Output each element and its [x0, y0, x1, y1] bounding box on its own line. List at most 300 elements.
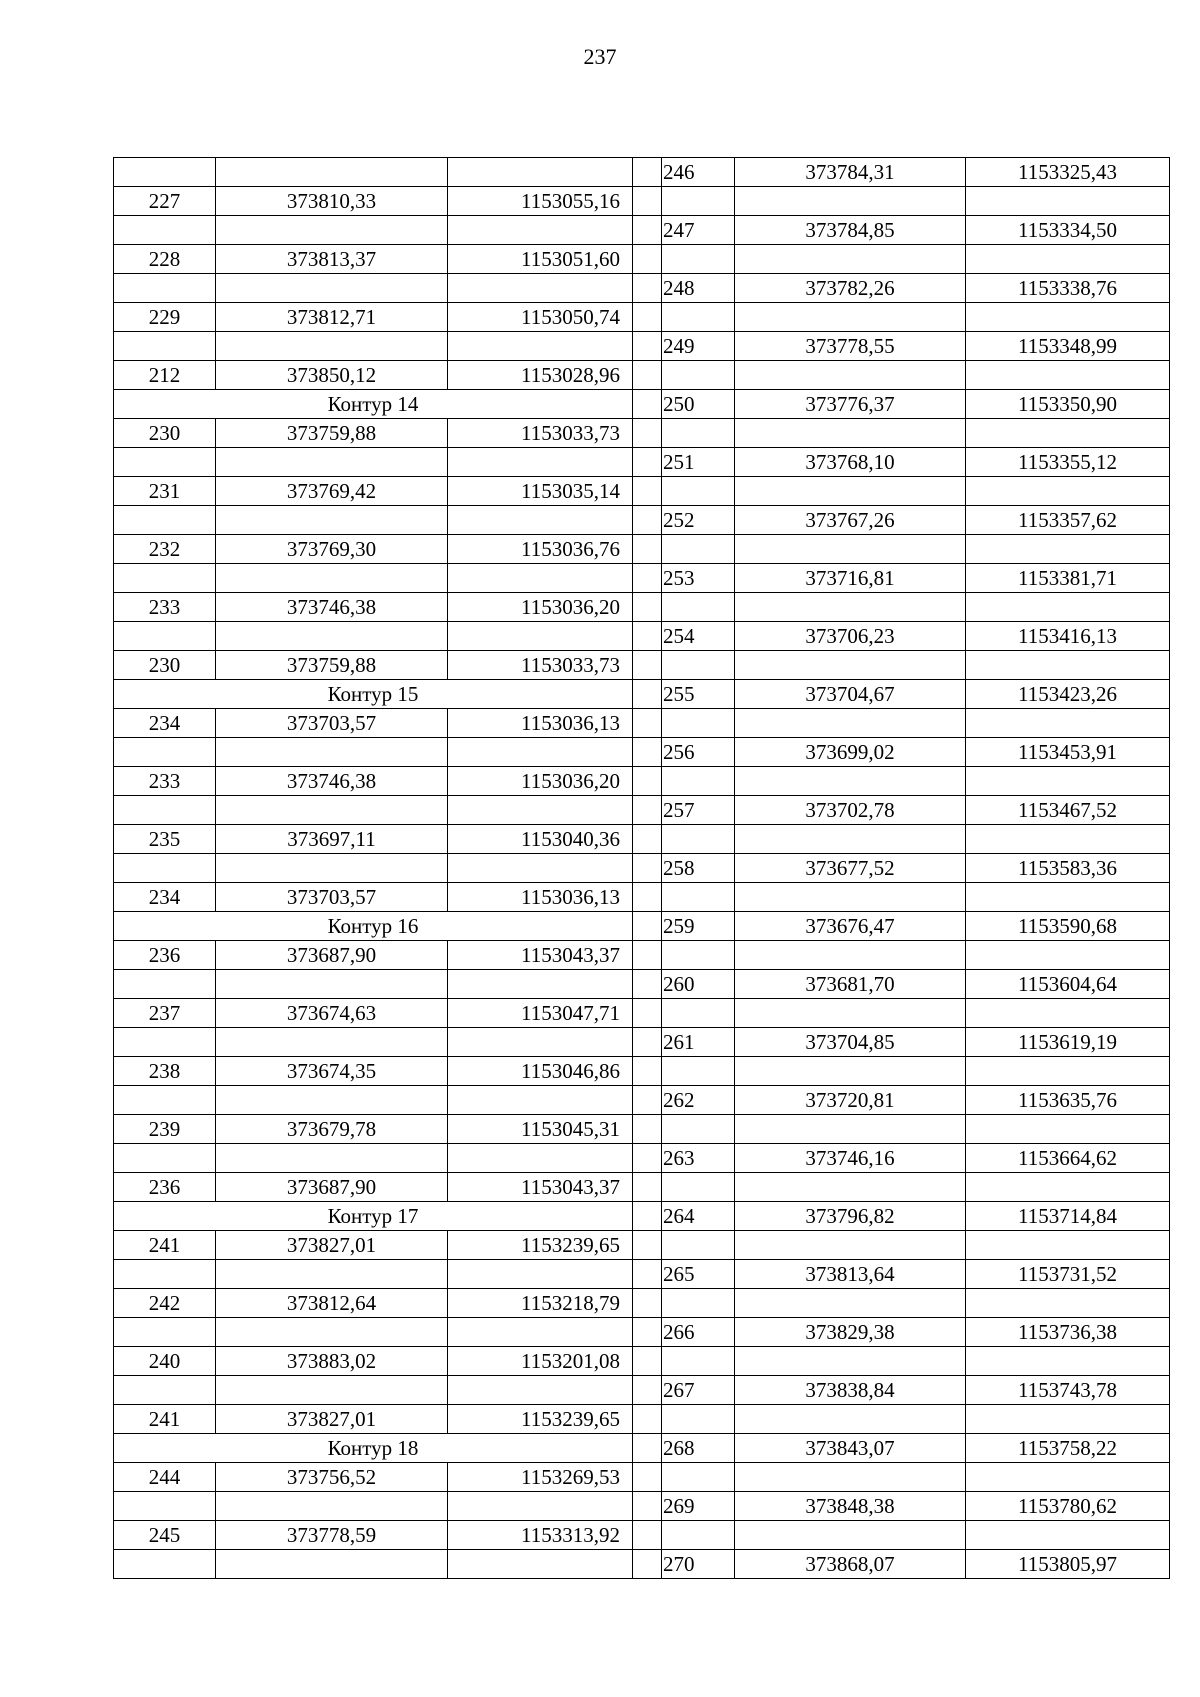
x-coordinate-cell: 373776,37 [735, 390, 966, 419]
empty-cell [114, 1086, 216, 1115]
spacer-cell [633, 1376, 662, 1405]
x-coordinate-cell: 373697,11 [216, 825, 448, 854]
y-coordinate-cell: 1153758,22 [966, 1434, 1170, 1463]
empty-cell [966, 477, 1170, 506]
x-coordinate-cell: 373843,07 [735, 1434, 966, 1463]
empty-cell [448, 564, 633, 593]
empty-cell [662, 1521, 735, 1550]
table-row [662, 651, 1170, 680]
spacer-cell [633, 796, 662, 825]
table-row [662, 1173, 1170, 1202]
table-row [662, 767, 1170, 796]
point-number-cell: 268 [662, 1434, 735, 1463]
x-coordinate-cell: 373778,59 [216, 1521, 448, 1550]
point-number-cell: 259 [662, 912, 735, 941]
empty-cell [735, 303, 966, 332]
point-number-cell: 232 [114, 535, 216, 564]
empty-cell [216, 216, 448, 245]
table-row [114, 274, 662, 303]
table-row [114, 1550, 662, 1579]
table-row [662, 941, 1170, 970]
table-row [662, 854, 1170, 883]
point-number-cell: 239 [114, 1115, 216, 1144]
empty-cell [735, 245, 966, 274]
empty-cell [216, 738, 448, 767]
x-coordinate-cell: 373812,71 [216, 303, 448, 332]
spacer-cell [633, 361, 662, 390]
x-coordinate-cell: 373827,01 [216, 1231, 448, 1260]
empty-cell [662, 1347, 735, 1376]
y-coordinate-cell: 1153583,36 [966, 854, 1170, 883]
spacer-cell [633, 1260, 662, 1289]
spacer-cell [633, 1347, 662, 1376]
y-coordinate-cell: 1153036,13 [448, 883, 633, 912]
y-coordinate-cell: 1153239,65 [448, 1405, 633, 1434]
y-coordinate-cell: 1153050,74 [448, 303, 633, 332]
table-row [662, 999, 1170, 1028]
point-number-cell: 228 [114, 245, 216, 274]
spacer-cell [633, 999, 662, 1028]
spacer-cell [633, 1144, 662, 1173]
coordinates-table-right [661, 157, 1170, 1579]
table-row [662, 593, 1170, 622]
table-row [662, 1463, 1170, 1492]
y-coordinate-cell: 1153338,76 [966, 274, 1170, 303]
empty-cell [966, 1289, 1170, 1318]
point-number-cell: 234 [114, 883, 216, 912]
table-row [662, 970, 1170, 999]
spacer-cell [633, 1492, 662, 1521]
spacer-cell [633, 912, 662, 941]
empty-cell [448, 158, 633, 187]
table-row [114, 1231, 662, 1260]
empty-cell [114, 274, 216, 303]
spacer-cell [633, 970, 662, 999]
table-row [114, 941, 662, 970]
empty-cell [662, 999, 735, 1028]
point-number-cell: 252 [662, 506, 735, 535]
empty-cell [448, 1376, 633, 1405]
empty-cell [966, 1173, 1170, 1202]
point-number-cell: 235 [114, 825, 216, 854]
point-number-cell: 251 [662, 448, 735, 477]
table-row [114, 825, 662, 854]
empty-cell [735, 1405, 966, 1434]
empty-cell [966, 535, 1170, 564]
y-coordinate-cell: 1153313,92 [448, 1521, 633, 1550]
table-row [114, 477, 662, 506]
empty-cell [216, 1550, 448, 1579]
table-row [114, 1057, 662, 1086]
empty-cell [966, 303, 1170, 332]
y-coordinate-cell: 1153036,20 [448, 593, 633, 622]
empty-cell [114, 1376, 216, 1405]
empty-cell [216, 506, 448, 535]
empty-cell [448, 332, 633, 361]
spacer-cell [633, 767, 662, 796]
y-coordinate-cell: 1153467,52 [966, 796, 1170, 825]
point-number-cell: 256 [662, 738, 735, 767]
table-row [662, 1550, 1170, 1579]
table-row [662, 535, 1170, 564]
point-number-cell: 250 [662, 390, 735, 419]
table-row [662, 506, 1170, 535]
y-coordinate-cell: 1153051,60 [448, 245, 633, 274]
empty-cell [216, 564, 448, 593]
table-row [114, 1405, 662, 1434]
x-coordinate-cell: 373883,02 [216, 1347, 448, 1376]
empty-cell [735, 477, 966, 506]
y-coordinate-cell: 1153036,76 [448, 535, 633, 564]
x-coordinate-cell: 373810,33 [216, 187, 448, 216]
table-row [662, 158, 1170, 187]
empty-cell [662, 883, 735, 912]
x-coordinate-cell: 373746,38 [216, 767, 448, 796]
empty-cell [966, 593, 1170, 622]
empty-cell [735, 651, 966, 680]
table-row [114, 651, 662, 680]
empty-cell [114, 854, 216, 883]
table-row [662, 1376, 1170, 1405]
spacer-cell [633, 1173, 662, 1202]
empty-cell [735, 1115, 966, 1144]
spacer-cell [633, 1289, 662, 1318]
empty-cell [216, 158, 448, 187]
contour-row [114, 1202, 662, 1231]
y-coordinate-cell: 1153325,43 [966, 158, 1170, 187]
empty-cell [448, 1086, 633, 1115]
empty-cell [966, 187, 1170, 216]
x-coordinate-cell: 373848,38 [735, 1492, 966, 1521]
empty-cell [114, 158, 216, 187]
empty-cell [662, 767, 735, 796]
empty-cell [735, 419, 966, 448]
empty-cell [216, 1260, 448, 1289]
table-row [114, 303, 662, 332]
empty-cell [662, 187, 735, 216]
empty-cell [735, 1463, 966, 1492]
empty-cell [735, 999, 966, 1028]
spacer-cell [633, 390, 662, 419]
x-coordinate-cell: 373746,16 [735, 1144, 966, 1173]
empty-cell [966, 419, 1170, 448]
spacer-cell [633, 1434, 662, 1463]
x-coordinate-cell: 373679,78 [216, 1115, 448, 1144]
empty-cell [735, 535, 966, 564]
empty-cell [966, 1521, 1170, 1550]
empty-cell [114, 506, 216, 535]
x-coordinate-cell: 373674,63 [216, 999, 448, 1028]
empty-cell [216, 854, 448, 883]
table-row [114, 1028, 662, 1057]
point-number-cell: 248 [662, 274, 735, 303]
empty-cell [448, 622, 633, 651]
x-coordinate-cell: 373829,38 [735, 1318, 966, 1347]
y-coordinate-cell: 1153381,71 [966, 564, 1170, 593]
table-row [114, 1521, 662, 1550]
spacer-cell [633, 1202, 662, 1231]
empty-cell [216, 1028, 448, 1057]
contour-label: Контур 14 [114, 390, 633, 419]
empty-cell [662, 941, 735, 970]
empty-cell [966, 999, 1170, 1028]
spacer-cell [633, 854, 662, 883]
empty-cell [966, 1463, 1170, 1492]
y-coordinate-cell: 1153805,97 [966, 1550, 1170, 1579]
table-row [662, 1318, 1170, 1347]
spacer-cell [633, 593, 662, 622]
x-coordinate-cell: 373759,88 [216, 419, 448, 448]
table-row [662, 448, 1170, 477]
table-row [662, 245, 1170, 274]
table-row [114, 332, 662, 361]
spacer-cell [633, 1028, 662, 1057]
empty-cell [662, 535, 735, 564]
y-coordinate-cell: 1153035,14 [448, 477, 633, 506]
x-coordinate-cell: 373704,85 [735, 1028, 966, 1057]
y-coordinate-cell: 1153269,53 [448, 1463, 633, 1492]
table-row [662, 825, 1170, 854]
table-row [662, 912, 1170, 941]
spacer-cell [633, 187, 662, 216]
point-number-cell: 246 [662, 158, 735, 187]
empty-cell [448, 506, 633, 535]
table-row [662, 738, 1170, 767]
y-coordinate-cell: 1153033,73 [448, 651, 633, 680]
x-coordinate-cell: 373796,82 [735, 1202, 966, 1231]
empty-cell [114, 1318, 216, 1347]
empty-cell [216, 448, 448, 477]
x-coordinate-cell: 373778,55 [735, 332, 966, 361]
empty-cell [662, 303, 735, 332]
spacer-cell [633, 738, 662, 767]
point-number-cell: 227 [114, 187, 216, 216]
x-coordinate-cell: 373782,26 [735, 274, 966, 303]
table-row [662, 1289, 1170, 1318]
point-number-cell: 238 [114, 1057, 216, 1086]
x-coordinate-cell: 373704,67 [735, 680, 966, 709]
x-coordinate-cell: 373720,81 [735, 1086, 966, 1115]
y-coordinate-cell: 1153028,96 [448, 361, 633, 390]
x-coordinate-cell: 373706,23 [735, 622, 966, 651]
table-row [114, 1376, 662, 1405]
point-number-cell: 242 [114, 1289, 216, 1318]
empty-cell [662, 825, 735, 854]
point-number-cell: 263 [662, 1144, 735, 1173]
empty-cell [448, 1028, 633, 1057]
empty-cell [966, 941, 1170, 970]
empty-cell [966, 245, 1170, 274]
point-number-cell: 270 [662, 1550, 735, 1579]
table-row [662, 883, 1170, 912]
empty-cell [448, 1492, 633, 1521]
empty-cell [662, 651, 735, 680]
point-number-cell: 266 [662, 1318, 735, 1347]
spacer-cell [633, 1521, 662, 1550]
table-row [114, 448, 662, 477]
x-coordinate-cell: 373681,70 [735, 970, 966, 999]
spacer-cell [633, 419, 662, 448]
empty-cell [114, 216, 216, 245]
empty-cell [662, 1289, 735, 1318]
point-number-cell: 233 [114, 767, 216, 796]
empty-cell [662, 1463, 735, 1492]
x-coordinate-cell: 373812,64 [216, 1289, 448, 1318]
y-coordinate-cell: 1153453,91 [966, 738, 1170, 767]
y-coordinate-cell: 1153043,37 [448, 1173, 633, 1202]
table-row [114, 187, 662, 216]
spacer-cell [633, 622, 662, 651]
table-row [662, 1231, 1170, 1260]
point-number-cell: 249 [662, 332, 735, 361]
empty-cell [216, 796, 448, 825]
coordinates-sheet [113, 157, 1170, 1579]
table-row [114, 158, 662, 187]
empty-cell [735, 1231, 966, 1260]
point-number-cell: 212 [114, 361, 216, 390]
spacer-cell [633, 216, 662, 245]
y-coordinate-cell: 1153731,52 [966, 1260, 1170, 1289]
x-coordinate-cell: 373767,26 [735, 506, 966, 535]
table-row [114, 1463, 662, 1492]
empty-cell [216, 1086, 448, 1115]
table-row [662, 1057, 1170, 1086]
table-row [662, 1521, 1170, 1550]
spacer-cell [633, 1057, 662, 1086]
y-coordinate-cell: 1153218,79 [448, 1289, 633, 1318]
x-coordinate-cell: 373784,31 [735, 158, 966, 187]
table-row [662, 1086, 1170, 1115]
spacer-cell [633, 941, 662, 970]
empty-cell [735, 1289, 966, 1318]
point-number-cell: 230 [114, 419, 216, 448]
table-row [662, 361, 1170, 390]
contour-row [114, 390, 662, 419]
point-number-cell: 230 [114, 651, 216, 680]
empty-cell [216, 970, 448, 999]
table-row [662, 477, 1170, 506]
point-number-cell: 257 [662, 796, 735, 825]
empty-cell [662, 1173, 735, 1202]
point-number-cell: 233 [114, 593, 216, 622]
table-row [662, 274, 1170, 303]
empty-cell [735, 187, 966, 216]
y-coordinate-cell: 1153239,65 [448, 1231, 633, 1260]
table-row [114, 738, 662, 767]
empty-cell [966, 651, 1170, 680]
y-coordinate-cell: 1153201,08 [448, 1347, 633, 1376]
x-coordinate-cell: 373850,12 [216, 361, 448, 390]
x-coordinate-cell: 373784,85 [735, 216, 966, 245]
table-row [662, 622, 1170, 651]
point-number-cell: 267 [662, 1376, 735, 1405]
table-row [662, 564, 1170, 593]
point-number-cell: 255 [662, 680, 735, 709]
coordinates-table-left [113, 157, 662, 1579]
table-row [114, 622, 662, 651]
y-coordinate-cell: 1153348,99 [966, 332, 1170, 361]
point-number-cell: 262 [662, 1086, 735, 1115]
table-row [662, 390, 1170, 419]
x-coordinate-cell: 373687,90 [216, 1173, 448, 1202]
empty-cell [216, 1144, 448, 1173]
y-coordinate-cell: 1153714,84 [966, 1202, 1170, 1231]
point-number-cell: 264 [662, 1202, 735, 1231]
table-row [114, 1347, 662, 1376]
table-row [114, 1115, 662, 1144]
contour-row [114, 1434, 662, 1463]
spacer-cell [633, 477, 662, 506]
table-row [114, 709, 662, 738]
table-row [662, 709, 1170, 738]
empty-cell [114, 1550, 216, 1579]
table-row [662, 1492, 1170, 1521]
y-coordinate-cell: 1153045,31 [448, 1115, 633, 1144]
table-row [114, 1289, 662, 1318]
y-coordinate-cell: 1153743,78 [966, 1376, 1170, 1405]
point-number-cell: 244 [114, 1463, 216, 1492]
contour-label: Контур 15 [114, 680, 633, 709]
table-row [114, 245, 662, 274]
empty-cell [966, 1231, 1170, 1260]
spacer-cell [633, 303, 662, 332]
empty-cell [735, 1347, 966, 1376]
y-coordinate-cell: 1153350,90 [966, 390, 1170, 419]
point-number-cell: 265 [662, 1260, 735, 1289]
empty-cell [216, 622, 448, 651]
table-row [662, 1347, 1170, 1376]
empty-cell [114, 332, 216, 361]
x-coordinate-cell: 373716,81 [735, 564, 966, 593]
empty-cell [735, 1173, 966, 1202]
table-row [114, 564, 662, 593]
x-coordinate-cell: 373746,38 [216, 593, 448, 622]
x-coordinate-cell: 373702,78 [735, 796, 966, 825]
empty-cell [966, 1057, 1170, 1086]
empty-cell [216, 1318, 448, 1347]
empty-cell [966, 1347, 1170, 1376]
y-coordinate-cell: 1153780,62 [966, 1492, 1170, 1521]
table-row [114, 361, 662, 390]
table-row [114, 1492, 662, 1521]
y-coordinate-cell: 1153664,62 [966, 1144, 1170, 1173]
table-row [114, 419, 662, 448]
contour-label: Контур 16 [114, 912, 633, 941]
empty-cell [114, 1028, 216, 1057]
y-coordinate-cell: 1153423,26 [966, 680, 1170, 709]
table-row [114, 970, 662, 999]
y-coordinate-cell: 1153040,36 [448, 825, 633, 854]
x-coordinate-cell: 373838,84 [735, 1376, 966, 1405]
empty-cell [114, 1260, 216, 1289]
table-row [114, 999, 662, 1028]
point-number-cell: 261 [662, 1028, 735, 1057]
spacer-cell [633, 564, 662, 593]
table-row [662, 332, 1170, 361]
x-coordinate-cell: 373813,64 [735, 1260, 966, 1289]
x-coordinate-cell: 373703,57 [216, 709, 448, 738]
empty-cell [735, 941, 966, 970]
table-row [114, 506, 662, 535]
x-coordinate-cell: 373699,02 [735, 738, 966, 767]
empty-cell [448, 1260, 633, 1289]
table-row [114, 535, 662, 564]
empty-cell [735, 709, 966, 738]
y-coordinate-cell: 1153036,13 [448, 709, 633, 738]
x-coordinate-cell: 373677,52 [735, 854, 966, 883]
y-coordinate-cell: 1153334,50 [966, 216, 1170, 245]
point-number-cell: 231 [114, 477, 216, 506]
